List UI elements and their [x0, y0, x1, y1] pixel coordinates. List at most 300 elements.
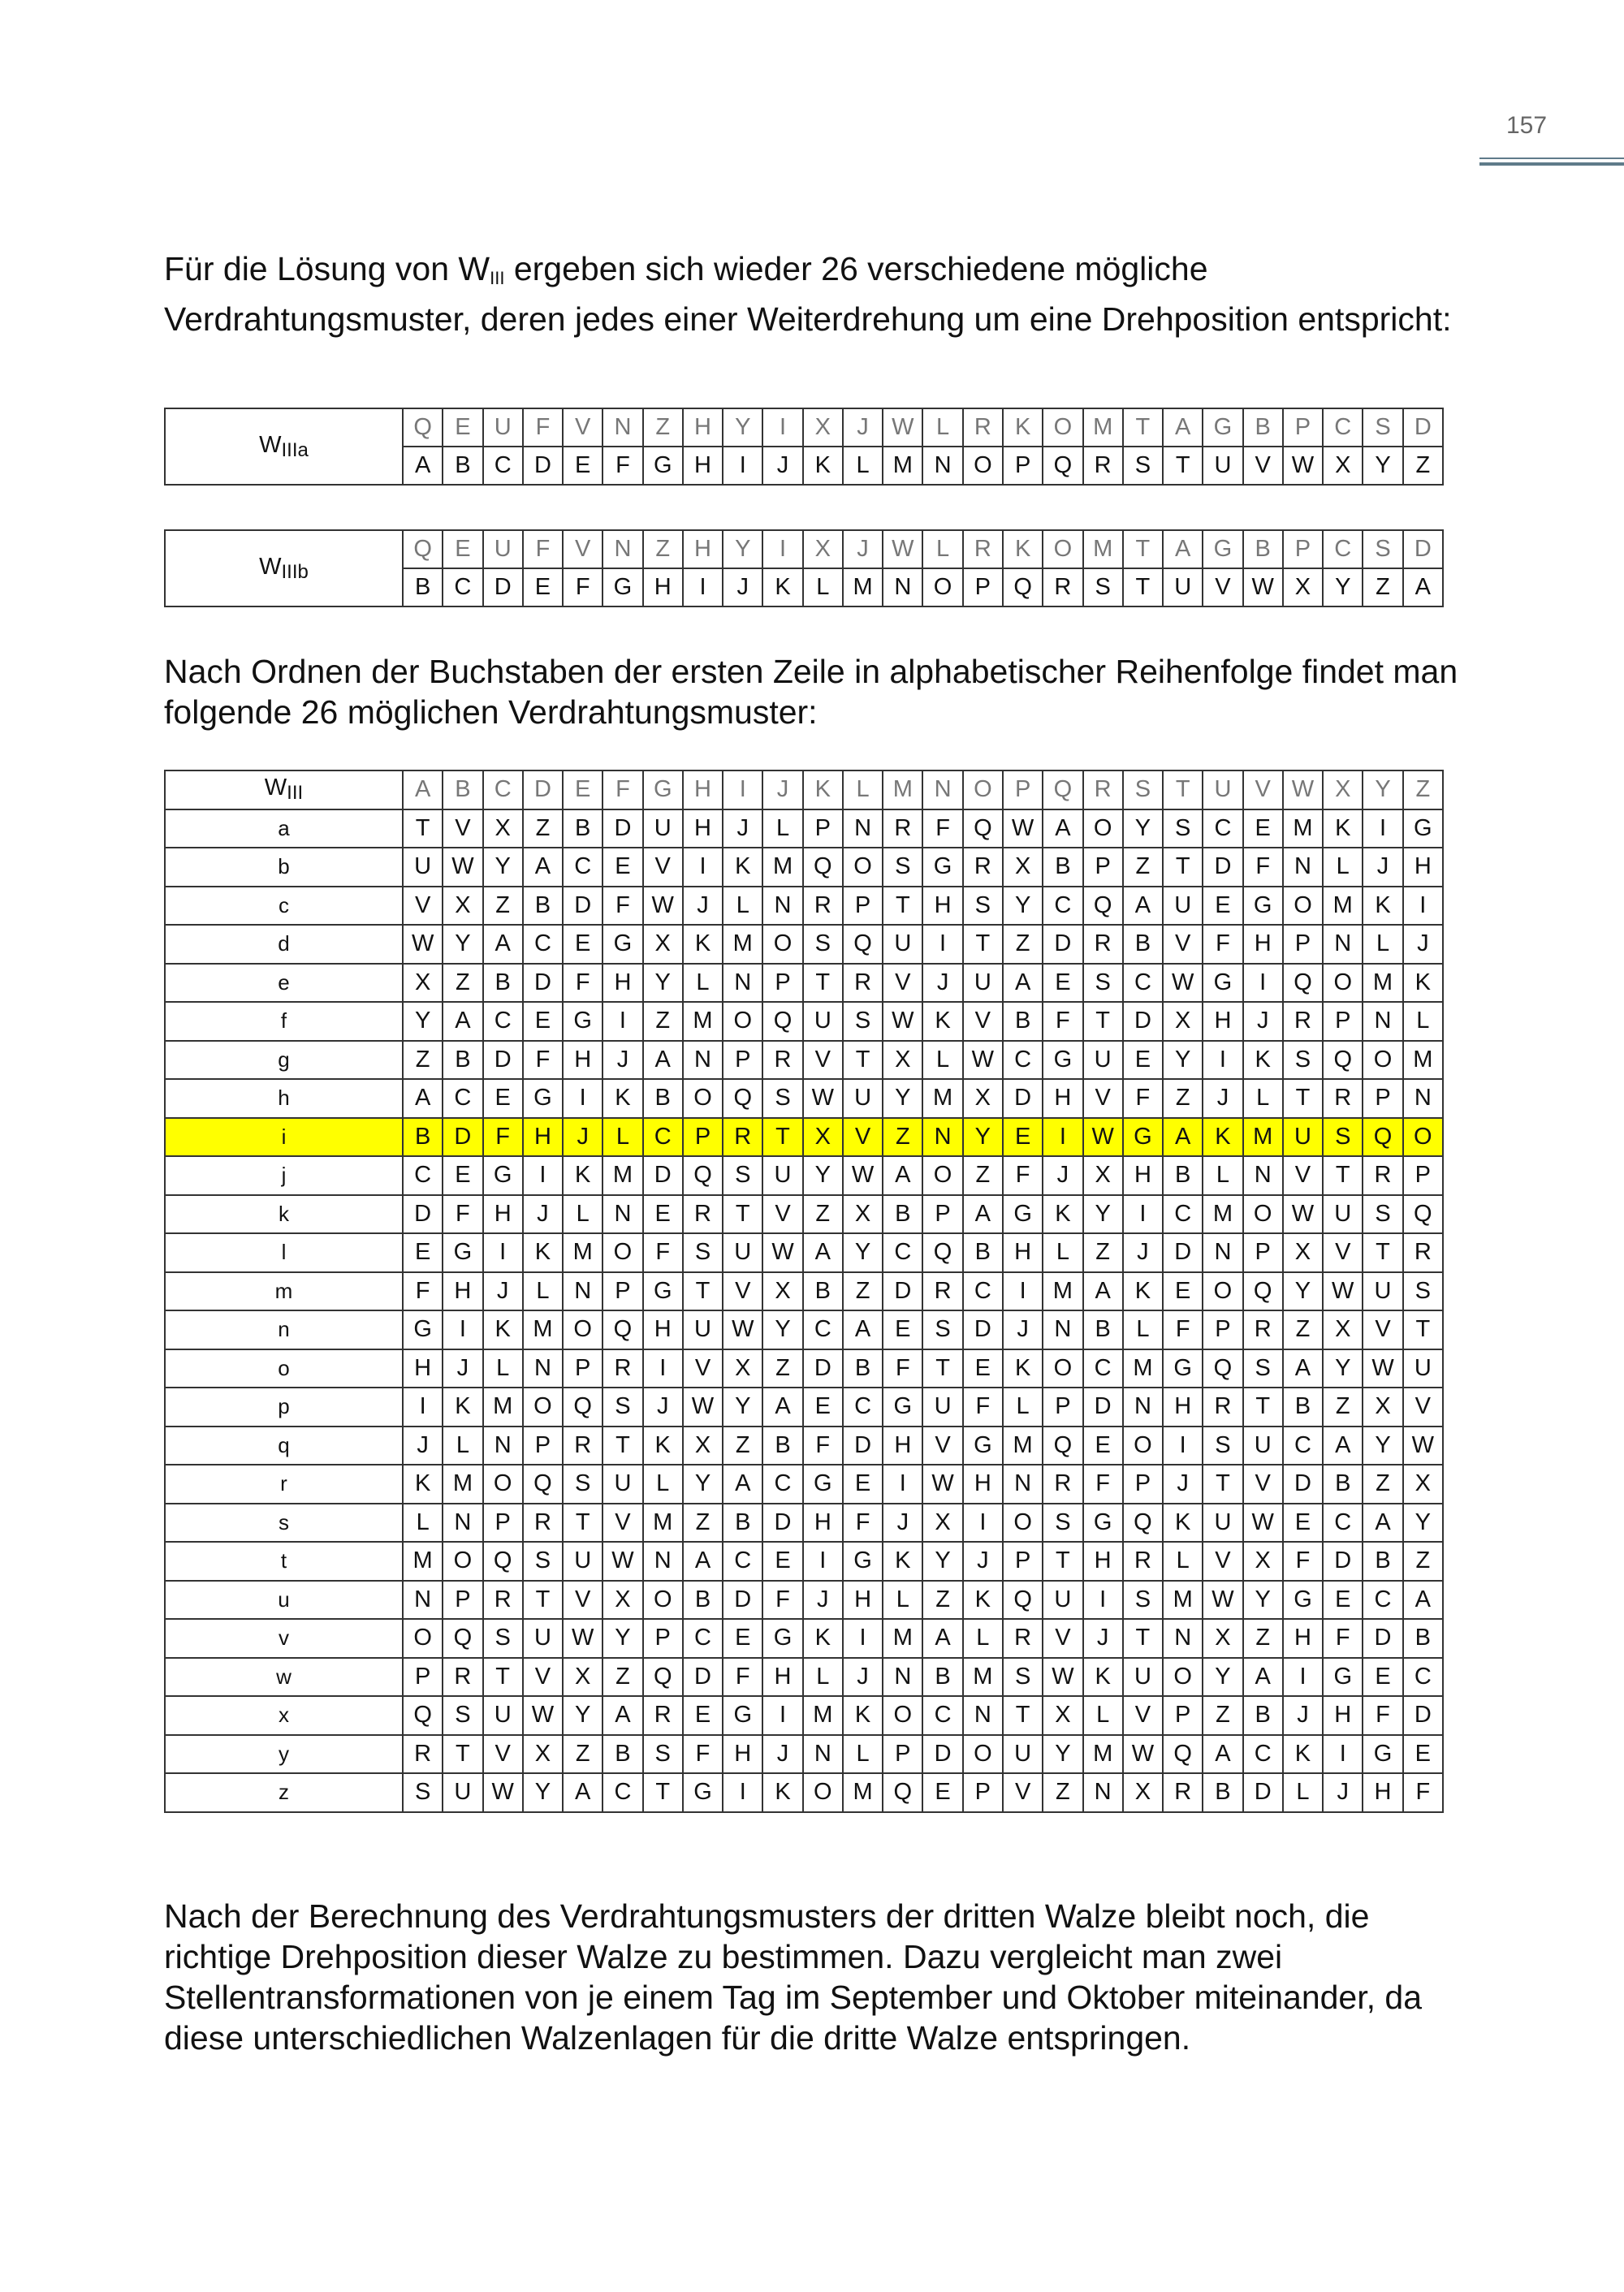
letter-cell: N	[843, 809, 883, 848]
letter-cell: N	[922, 1118, 962, 1157]
letter-cell: B	[1323, 1465, 1363, 1504]
letter-cell: Z	[1363, 1465, 1402, 1504]
letter-cell-bottom: E	[563, 447, 603, 485]
letter-cell: D	[1203, 848, 1242, 887]
letter-cell: B	[843, 1349, 883, 1388]
letter-cell: I	[762, 1696, 802, 1735]
letter-cell: X	[443, 887, 482, 926]
table-row	[165, 1349, 1443, 1388]
letter-cell: Z	[643, 1002, 683, 1041]
letter-cell: W	[883, 1002, 922, 1041]
letter-cell: Y	[1003, 887, 1043, 926]
letter-cell-top: Q	[403, 408, 443, 447]
letter-cell: X	[1043, 1696, 1082, 1735]
letter-cell: T	[1083, 1002, 1123, 1041]
letter-cell: Q	[1363, 1118, 1402, 1157]
letter-cell: T	[883, 887, 922, 926]
letter-cell: S	[1163, 809, 1203, 848]
letter-cell: I	[1403, 887, 1443, 926]
letter-cell: W	[803, 1079, 843, 1118]
letter-cell-bottom: O	[922, 568, 962, 606]
letter-cell: K	[1043, 1195, 1082, 1234]
letter-cell-top: J	[843, 408, 883, 447]
letter-cell: E	[1083, 1427, 1123, 1465]
letter-cell: M	[523, 1310, 563, 1349]
letter-cell: P	[403, 1658, 443, 1697]
letter-cell: U	[403, 848, 443, 887]
letter-cell: J	[723, 809, 762, 848]
letter-cell: X	[803, 1118, 843, 1157]
letter-cell: K	[683, 925, 723, 964]
letter-cell: T	[683, 1272, 723, 1311]
letter-cell: K	[963, 1581, 1003, 1620]
letter-cell: G	[1363, 1735, 1402, 1774]
letter-cell: K	[523, 1233, 563, 1272]
letter-cell: C	[963, 1272, 1003, 1311]
letter-cell: D	[963, 1310, 1003, 1349]
table-row	[165, 1118, 1443, 1157]
letter-cell-top: Y	[723, 408, 762, 447]
letter-cell: E	[1283, 1504, 1323, 1543]
letter-cell-top: L	[922, 408, 962, 447]
letter-cell: Q	[603, 1310, 642, 1349]
letter-cell: D	[1123, 1002, 1163, 1041]
letter-cell: E	[1163, 1272, 1203, 1311]
letter-cell: M	[762, 848, 802, 887]
letter-cell: F	[1203, 925, 1242, 964]
middle-paragraph: Nach Ordnen der Buchstaben der ersten Zeile in alphabetischer Reihenfolge findet man folgende 26 möglichen Verdrahtungsmuster:	[164, 653, 1458, 731]
letter-cell: C	[1363, 1581, 1402, 1620]
letter-cell: L	[643, 1465, 683, 1504]
letter-cell: D	[762, 1504, 802, 1543]
letter-cell: B	[1083, 1310, 1123, 1349]
letter-cell: H	[762, 1658, 802, 1697]
letter-cell-bottom: K	[762, 568, 802, 606]
letter-cell: E	[1363, 1658, 1402, 1697]
letter-cell-bottom: I	[683, 568, 723, 606]
letter-cell: N	[1203, 1233, 1242, 1272]
letter-cell: K	[1363, 887, 1402, 926]
letter-cell: P	[523, 1427, 563, 1465]
letter-cell: R	[563, 1427, 603, 1465]
letter-cell: U	[1043, 1581, 1082, 1620]
letter-cell: L	[723, 887, 762, 926]
letter-cell: N	[883, 1658, 922, 1697]
letter-cell: U	[843, 1079, 883, 1118]
letter-cell: E	[922, 1773, 962, 1812]
letter-cell: L	[1363, 925, 1402, 964]
letter-cell: K	[1003, 1349, 1043, 1388]
letter-cell: N	[1083, 1773, 1123, 1812]
letter-cell: Q	[883, 1773, 922, 1812]
letter-cell-top: A	[1163, 530, 1203, 568]
letter-cell: P	[1083, 848, 1123, 887]
letter-cell: Z	[1203, 1696, 1242, 1735]
letter-cell: J	[1363, 848, 1402, 887]
letter-cell: X	[563, 1658, 603, 1697]
table-row	[165, 964, 1443, 1003]
letter-cell: R	[443, 1658, 482, 1697]
letter-cell: B	[563, 809, 603, 848]
letter-cell-bottom: M	[843, 568, 883, 606]
letter-cell: K	[1243, 1041, 1283, 1080]
letter-cell: Y	[762, 1310, 802, 1349]
letter-cell: B	[483, 964, 523, 1003]
letter-cell-top: B	[1243, 408, 1283, 447]
row-label: j	[165, 1156, 403, 1195]
letter-cell: M	[1243, 1118, 1283, 1157]
letter-cell: L	[922, 1041, 962, 1080]
main-header-row	[165, 770, 1443, 809]
letter-cell: D	[403, 1195, 443, 1234]
letter-cell: A	[843, 1310, 883, 1349]
letter-cell: U	[883, 925, 922, 964]
letter-cell: I	[1323, 1735, 1363, 1774]
letter-cell-bottom: P	[963, 568, 1003, 606]
letter-cell: A	[1283, 1349, 1323, 1388]
letter-cell: V	[1323, 1233, 1363, 1272]
table-row	[165, 1079, 1443, 1118]
letter-cell: S	[1043, 1504, 1082, 1543]
letter-cell: U	[1123, 1658, 1163, 1697]
row-label: d	[165, 925, 403, 964]
letter-cell-bottom: L	[803, 568, 843, 606]
letter-cell: Y	[523, 1773, 563, 1812]
letter-cell-bottom: A	[1403, 568, 1443, 606]
letter-cell: G	[523, 1079, 563, 1118]
letter-cell: G	[1123, 1118, 1163, 1157]
letter-cell: L	[1163, 1542, 1203, 1581]
letter-cell: X	[1203, 1619, 1242, 1658]
letter-cell: X	[723, 1349, 762, 1388]
letter-cell: N	[1003, 1465, 1043, 1504]
letter-cell: V	[643, 848, 683, 887]
letter-cell-top: I	[762, 408, 802, 447]
letter-cell: H	[843, 1581, 883, 1620]
letter-cell-top: F	[523, 530, 563, 568]
letter-cell: N	[563, 1272, 603, 1311]
letter-cell: Z	[443, 964, 482, 1003]
letter-cell: Q	[683, 1156, 723, 1195]
letter-cell: P	[1003, 1542, 1043, 1581]
letter-cell: S	[883, 848, 922, 887]
header-rule-thick	[1479, 162, 1624, 166]
letter-cell-bottom: U	[1163, 568, 1203, 606]
letter-cell: M	[1083, 1735, 1123, 1774]
letter-cell: H	[1123, 1156, 1163, 1195]
letter-cell: I	[963, 1504, 1003, 1543]
letter-cell-bottom: F	[603, 447, 642, 485]
letter-cell: Z	[483, 887, 523, 926]
intro-text-end: ergeben sich wieder 26 verschiedene mögliche Verdrahtungsmuster, deren jedes einer Weiterdrehung um eine Drehposition entspricht:	[164, 250, 1452, 338]
letter-cell: U	[683, 1310, 723, 1349]
letter-cell: M	[883, 1619, 922, 1658]
letter-cell: B	[922, 1658, 962, 1697]
letter-cell: Q	[1163, 1735, 1203, 1774]
letter-cell: C	[603, 1773, 642, 1812]
letter-cell: A	[883, 1156, 922, 1195]
letter-cell: H	[1403, 848, 1443, 887]
letter-cell: D	[1283, 1465, 1323, 1504]
letter-cell: D	[803, 1349, 843, 1388]
letter-cell: T	[443, 1735, 482, 1774]
letter-cell: A	[403, 1079, 443, 1118]
letter-cell: J	[483, 1272, 523, 1311]
letter-cell-bottom: Q	[1043, 447, 1082, 485]
letter-cell: N	[643, 1542, 683, 1581]
letter-cell: B	[1363, 1542, 1402, 1581]
letter-cell: M	[803, 1696, 843, 1735]
letter-cell: E	[1003, 1118, 1043, 1157]
letter-cell: M	[963, 1658, 1003, 1697]
letter-cell-bottom: R	[1083, 447, 1123, 485]
letter-cell-top: Z	[643, 530, 683, 568]
letter-cell-top: E	[443, 530, 482, 568]
letter-cell: E	[1403, 1735, 1443, 1774]
table-row	[165, 1233, 1443, 1272]
letter-cell: S	[1083, 964, 1123, 1003]
letter-cell: J	[523, 1195, 563, 1234]
letter-cell: L	[1323, 848, 1363, 887]
letter-cell: G	[1403, 809, 1443, 848]
wiring-table-iii-all	[164, 770, 1444, 1813]
letter-cell: O	[803, 1773, 843, 1812]
letter-cell: V	[762, 1195, 802, 1234]
letter-cell-top: P	[1283, 408, 1323, 447]
header-letter-cell: K	[803, 770, 843, 809]
letter-cell-bottom: T	[1123, 568, 1163, 606]
letter-cell: A	[1323, 1427, 1363, 1465]
letter-cell: Z	[1323, 1388, 1363, 1427]
row-label: l	[165, 1233, 403, 1272]
letter-cell: Y	[1043, 1735, 1082, 1774]
letter-cell: M	[1323, 887, 1363, 926]
letter-cell: I	[1003, 1272, 1043, 1311]
letter-cell: T	[803, 964, 843, 1003]
table-row	[165, 809, 1443, 848]
row-label: v	[165, 1619, 403, 1658]
letter-cell: G	[1003, 1195, 1043, 1234]
letter-cell: G	[1163, 1349, 1203, 1388]
letter-cell: U	[643, 809, 683, 848]
letter-cell: I	[403, 1388, 443, 1427]
letter-cell: S	[762, 1079, 802, 1118]
letter-cell: F	[723, 1658, 762, 1697]
letter-cell: P	[1243, 1233, 1283, 1272]
letter-cell: P	[843, 887, 883, 926]
letter-cell-top: U	[483, 530, 523, 568]
letter-cell: K	[403, 1465, 443, 1504]
letter-cell-top: D	[1403, 530, 1443, 568]
letter-cell: J	[1323, 1773, 1363, 1812]
letter-cell: A	[1203, 1735, 1242, 1774]
letter-cell: R	[922, 1272, 962, 1311]
letter-cell: M	[403, 1542, 443, 1581]
letter-cell: Q	[1403, 1195, 1443, 1234]
letter-cell: N	[963, 1696, 1003, 1735]
letter-cell: O	[1003, 1504, 1043, 1543]
letter-cell: K	[643, 1427, 683, 1465]
letter-cell: M	[723, 925, 762, 964]
letter-cell: F	[603, 887, 642, 926]
letter-cell-top: S	[1363, 530, 1402, 568]
page-number: 157	[1505, 112, 1548, 139]
header-letter-cell: U	[1203, 770, 1242, 809]
letter-cell-top: C	[1323, 408, 1363, 447]
table-row	[165, 1041, 1443, 1080]
letter-cell: U	[723, 1233, 762, 1272]
letter-cell: T	[563, 1504, 603, 1543]
letter-cell: O	[523, 1388, 563, 1427]
letter-cell: W	[922, 1465, 962, 1504]
letter-cell: E	[723, 1619, 762, 1658]
intro-paragraph	[164, 248, 1463, 339]
letter-cell-bottom: W	[1243, 568, 1283, 606]
letter-cell: S	[483, 1619, 523, 1658]
letter-cell: Q	[762, 1002, 802, 1041]
letter-cell: L	[1083, 1696, 1123, 1735]
letter-cell: I	[1163, 1427, 1203, 1465]
letter-cell: F	[1403, 1773, 1443, 1812]
letter-cell-bottom: R	[1043, 568, 1082, 606]
letter-cell-top: R	[963, 530, 1003, 568]
row-label: p	[165, 1388, 403, 1427]
letter-cell: C	[1003, 1041, 1043, 1080]
letter-cell: C	[523, 925, 563, 964]
letter-cell: V	[523, 1658, 563, 1697]
letter-cell-top: Q	[403, 530, 443, 568]
header-letter-cell: L	[843, 770, 883, 809]
letter-cell: N	[1283, 848, 1323, 887]
letter-cell: J	[883, 1504, 922, 1543]
letter-cell: X	[1083, 1156, 1123, 1195]
letter-cell-bottom: D	[483, 568, 523, 606]
letter-cell: C	[1163, 1195, 1203, 1234]
letter-cell: I	[1283, 1658, 1323, 1697]
table-label	[165, 408, 403, 485]
letter-cell: J	[1003, 1310, 1043, 1349]
letter-cell: Z	[1283, 1310, 1323, 1349]
letter-cell: F	[1323, 1619, 1363, 1658]
letter-cell-top: G	[1203, 408, 1242, 447]
letter-cell-bottom: M	[883, 447, 922, 485]
letter-cell: A	[643, 1041, 683, 1080]
header-letter-cell: D	[523, 770, 563, 809]
closing-paragraph: Nach der Berechnung des Verdrahtungsmusters der dritten Walze bleibt noch, die richtige Drehposition dieser Walze zu bestimmen. Dazu vergleicht man zwei Stellentransformationen von je einem Tag im September und Oktober miteinander, da diese unterschiedlichen Walzenlagen für die dritte Walze entspringen.	[164, 1897, 1423, 2057]
header-letter-cell: G	[643, 770, 683, 809]
letter-cell-bottom: N	[883, 568, 922, 606]
letter-cell: Q	[1003, 1581, 1043, 1620]
row-label: u	[165, 1581, 403, 1620]
letter-cell: W	[1323, 1272, 1363, 1311]
letter-cell: Y	[1403, 1504, 1443, 1543]
letter-cell: W	[1003, 809, 1043, 848]
letter-cell: E	[483, 1079, 523, 1118]
letter-cell: O	[443, 1542, 482, 1581]
letter-cell: Y	[963, 1118, 1003, 1157]
letter-cell: Z	[803, 1195, 843, 1234]
letter-cell: I	[643, 1349, 683, 1388]
letter-cell: C	[843, 1388, 883, 1427]
letter-cell: C	[483, 1002, 523, 1041]
letter-cell: U	[603, 1465, 642, 1504]
letter-cell: J	[1123, 1233, 1163, 1272]
letter-cell: E	[1203, 887, 1242, 926]
letter-cell: N	[762, 887, 802, 926]
letter-cell: P	[483, 1504, 523, 1543]
letter-cell: D	[1003, 1079, 1043, 1118]
letter-cell-top: N	[603, 408, 642, 447]
letter-cell: E	[762, 1542, 802, 1581]
letter-cell: E	[603, 848, 642, 887]
letter-cell-bottom: E	[523, 568, 563, 606]
letter-cell: D	[1403, 1696, 1443, 1735]
letter-cell: N	[1363, 1002, 1402, 1041]
letter-cell: R	[1403, 1233, 1443, 1272]
letter-cell: E	[643, 1195, 683, 1234]
letter-cell: P	[883, 1735, 922, 1774]
letter-cell: I	[922, 925, 962, 964]
letter-cell-top: P	[1283, 530, 1323, 568]
letter-cell: H	[1363, 1773, 1402, 1812]
letter-cell: O	[1243, 1195, 1283, 1234]
letter-cell: F	[1123, 1079, 1163, 1118]
letter-cell: O	[883, 1696, 922, 1735]
letter-cell: P	[1363, 1079, 1402, 1118]
letter-cell: H	[803, 1504, 843, 1543]
letter-cell: B	[1403, 1619, 1443, 1658]
letter-cell: Y	[1203, 1658, 1242, 1697]
header-letter-cell: A	[403, 770, 443, 809]
letter-cell: R	[643, 1696, 683, 1735]
letter-cell-bottom: B	[443, 447, 482, 485]
letter-cell: C	[443, 1079, 482, 1118]
letter-cell: A	[762, 1388, 802, 1427]
letter-cell: D	[883, 1272, 922, 1311]
letter-cell: D	[603, 809, 642, 848]
letter-cell: D	[1043, 925, 1082, 964]
letter-cell: R	[603, 1349, 642, 1388]
letter-cell: E	[523, 1002, 563, 1041]
letter-cell: R	[1043, 1465, 1082, 1504]
letter-cell: X	[1363, 1388, 1402, 1427]
letter-cell: B	[803, 1272, 843, 1311]
row-label: a	[165, 809, 403, 848]
letter-cell: N	[1243, 1156, 1283, 1195]
letter-cell: D	[1363, 1619, 1402, 1658]
header-letter-cell: T	[1163, 770, 1203, 809]
letter-cell: V	[603, 1504, 642, 1543]
letter-cell: R	[1003, 1619, 1043, 1658]
letter-cell: T	[483, 1658, 523, 1697]
letter-cell: G	[603, 925, 642, 964]
letter-cell: J	[603, 1041, 642, 1080]
letter-cell: H	[1243, 925, 1283, 964]
letter-cell-bottom: H	[683, 447, 723, 485]
letter-cell: N	[1403, 1079, 1443, 1118]
letter-cell: I	[883, 1465, 922, 1504]
letter-cell-bottom: L	[843, 447, 883, 485]
letter-cell: J	[1283, 1696, 1323, 1735]
letter-cell-top: G	[1203, 530, 1242, 568]
letter-cell: N	[1323, 925, 1363, 964]
header-letter-cell: S	[1123, 770, 1163, 809]
letter-cell: N	[603, 1195, 642, 1234]
row-label: w	[165, 1658, 403, 1697]
letter-cell: H	[1323, 1696, 1363, 1735]
letter-cell: T	[762, 1118, 802, 1157]
header-letter-cell: Q	[1043, 770, 1082, 809]
